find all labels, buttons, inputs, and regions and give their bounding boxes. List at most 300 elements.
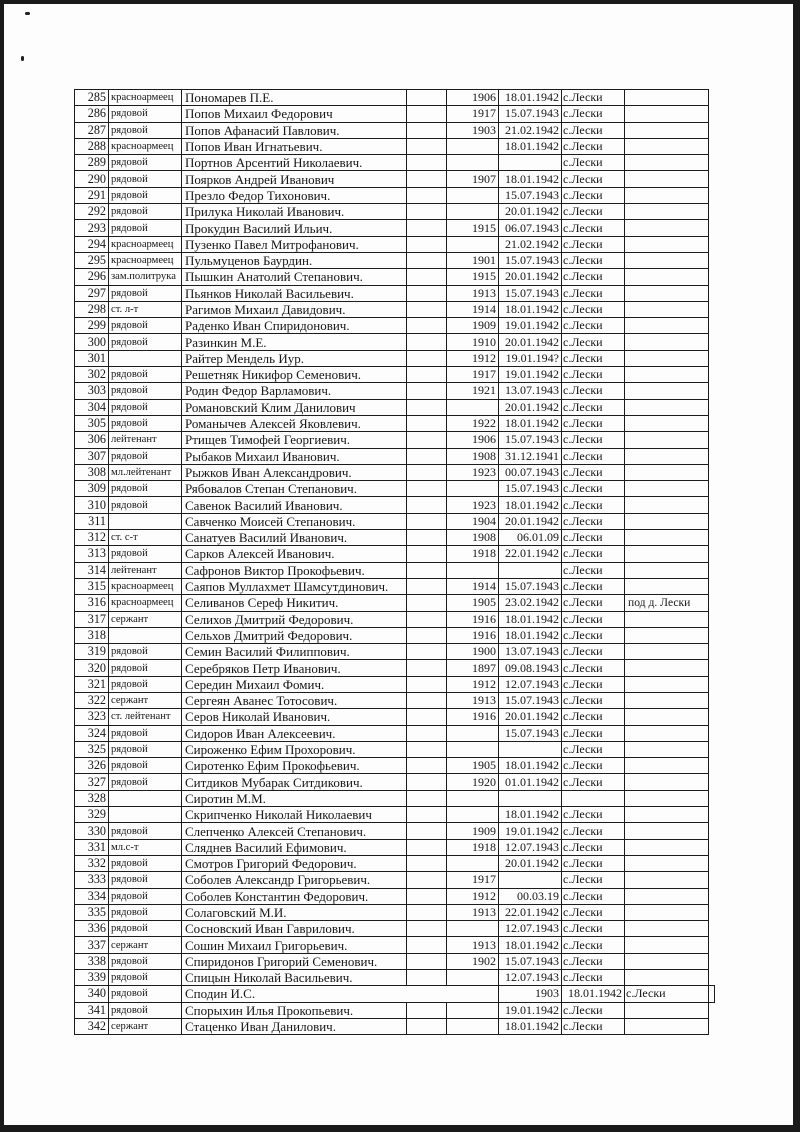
table-row <box>75 953 715 969</box>
birth-year-cell: 1905 <box>447 595 499 611</box>
name-cell: Райтер Мендель Иур. <box>182 350 407 366</box>
rank-cell: зам.политрука <box>109 269 182 285</box>
burial-place-cell: с.Лески <box>562 236 625 252</box>
burial-place-cell: с.Лески <box>562 497 625 513</box>
table-row <box>75 90 715 106</box>
death-date-cell <box>499 872 562 888</box>
burial-place-cell: с.Лески <box>562 758 625 774</box>
birth-year-cell <box>447 204 499 220</box>
note-cell <box>625 953 709 969</box>
note-cell <box>625 644 709 660</box>
row-number: 290 <box>75 171 109 187</box>
blank-cell <box>407 644 447 660</box>
table-row <box>75 252 715 268</box>
rank-cell: рядовой <box>109 676 182 692</box>
birth-year-cell: 1917 <box>447 367 499 383</box>
death-date-cell: 15.07.1943 <box>499 481 562 497</box>
death-date-cell: 20.01.1942 <box>499 334 562 350</box>
note-cell <box>625 937 709 953</box>
burial-place-cell: с.Лески <box>562 611 625 627</box>
name-cell: Серов Николай Иванович. <box>182 709 407 725</box>
row-number: 337 <box>75 937 109 953</box>
blank-cell <box>407 855 447 871</box>
death-date-cell: 12.07.1943 <box>499 970 562 986</box>
birth-year-cell: 1916 <box>447 627 499 643</box>
blank-cell <box>407 334 447 350</box>
blank-cell <box>407 187 447 203</box>
name-cell: Солаговский М.И. <box>182 904 407 920</box>
note-cell <box>625 187 709 203</box>
name-cell: Серебряков Петр Иванович. <box>182 660 407 676</box>
blank-cell <box>407 839 447 855</box>
rank-cell: рядовой <box>109 497 182 513</box>
blank-cell <box>407 790 447 806</box>
row-number: 287 <box>75 122 109 138</box>
birth-year-cell <box>447 855 499 871</box>
rank-cell: лейтенант <box>109 432 182 448</box>
blank-cell <box>407 709 447 725</box>
table-row <box>75 676 715 692</box>
name-cell: Стаценко Иван Данилович. <box>182 1018 407 1034</box>
burial-place-cell: с.Лески <box>562 937 625 953</box>
rank-cell <box>109 513 182 529</box>
birth-year-cell: 1913 <box>447 285 499 301</box>
rank-cell: рядовой <box>109 823 182 839</box>
name-cell: Ситдиков Мубарак Ситдикович. <box>182 774 407 790</box>
name-cell: Савенок Василий Иванович. <box>182 497 407 513</box>
death-date-cell: 13.07.1943 <box>499 383 562 399</box>
burial-place-cell: с.Лески <box>562 204 625 220</box>
name-cell: Савченко Моисей Степанович. <box>182 513 407 529</box>
row-number: 329 <box>75 807 109 823</box>
blank-cell <box>407 758 447 774</box>
burial-place-cell: с.Лески <box>562 415 625 431</box>
table-row <box>75 790 715 806</box>
name-cell: Скрипченко Николай Николаевич <box>182 807 407 823</box>
blank-cell <box>407 90 447 106</box>
rank-cell: сержант <box>109 937 182 953</box>
blank-cell <box>407 1018 447 1034</box>
birth-year-cell <box>447 741 499 757</box>
rank-cell: рядовой <box>109 318 182 334</box>
name-cell: Рагимов Михаил Давидович. <box>182 301 407 317</box>
note-cell <box>625 888 709 904</box>
burial-place-cell: с.Лески <box>562 709 625 725</box>
table-row <box>75 970 715 986</box>
birth-year-cell <box>447 970 499 986</box>
table-row <box>75 122 715 138</box>
name-cell: Поярков Андрей Иванович <box>182 171 407 187</box>
scan-speck <box>21 56 24 61</box>
note-cell <box>625 334 709 350</box>
table-row <box>75 432 715 448</box>
row-number: 313 <box>75 546 109 562</box>
rank-cell <box>109 790 182 806</box>
table-row <box>75 562 715 578</box>
row-number: 342 <box>75 1018 109 1034</box>
rank-cell: рядовой <box>109 546 182 562</box>
table-row <box>75 220 715 236</box>
note-cell <box>625 741 709 757</box>
burial-place-cell: с.Лески <box>562 187 625 203</box>
blank-cell <box>407 513 447 529</box>
rank-cell: красноармеец <box>109 90 182 106</box>
name-cell: Сиротин М.М. <box>182 790 407 806</box>
name-cell: Ртищев Тимофей Георгиевич. <box>182 432 407 448</box>
name-cell: Пономарев П.Е. <box>182 90 407 106</box>
burial-place-cell: с.Лески <box>562 692 625 708</box>
birth-year-cell: 1912 <box>447 888 499 904</box>
note-cell: под д. Лески <box>625 595 709 611</box>
name-cell: Попов Иван Игнатьевич. <box>182 138 407 154</box>
table-row <box>75 530 715 546</box>
note-cell <box>625 546 709 562</box>
row-number: 311 <box>75 513 109 529</box>
birth-year-cell: 1920 <box>447 774 499 790</box>
rank-cell: рядовой <box>109 970 182 986</box>
blank-cell <box>407 122 447 138</box>
note-cell <box>625 122 709 138</box>
rank-cell: ст. лейтенант <box>109 709 182 725</box>
blank-cell <box>407 627 447 643</box>
death-date-cell: 18.01.1942 <box>499 1018 562 1034</box>
death-date-cell: 15.07.1943 <box>499 252 562 268</box>
table-row <box>75 464 715 480</box>
table-row <box>75 399 715 415</box>
note-cell <box>625 367 709 383</box>
burial-place-cell: с.Лески <box>562 921 625 937</box>
table-row <box>75 350 715 366</box>
blank-cell <box>407 269 447 285</box>
blank-cell <box>407 252 447 268</box>
table-row <box>75 415 715 431</box>
birth-year-cell: 1923 <box>447 464 499 480</box>
birth-year-cell: 1914 <box>447 578 499 594</box>
note-cell <box>625 90 709 106</box>
burial-place-cell: с.Лески <box>562 367 625 383</box>
blank-cell <box>407 970 447 986</box>
note-cell <box>625 204 709 220</box>
name-cell: Пузенко Павел Митрофанович. <box>182 236 407 252</box>
burial-place-cell: с.Лески <box>562 823 625 839</box>
burial-place-cell: с.Лески <box>562 432 625 448</box>
death-date-cell: 18.01.1942 <box>499 171 562 187</box>
death-date-cell: 01.01.1942 <box>499 774 562 790</box>
table-row <box>75 595 715 611</box>
table-row <box>75 236 715 252</box>
birth-year-cell <box>447 1018 499 1034</box>
blank-cell <box>407 676 447 692</box>
note-cell <box>625 758 709 774</box>
name-cell: Романычев Алексей Яковлевич. <box>182 415 407 431</box>
burial-place-cell: с.Лески <box>562 513 625 529</box>
name-cell: Пьянков Николай Васильевич. <box>182 285 407 301</box>
birth-year-cell: 1917 <box>447 106 499 122</box>
row-number: 320 <box>75 660 109 676</box>
note-cell <box>625 921 709 937</box>
name-cell: Портнов Арсентий Николаевич. <box>182 155 407 171</box>
row-number: 327 <box>75 774 109 790</box>
name-cell: Санатуев Василий Иванович. <box>182 530 407 546</box>
note-cell <box>625 855 709 871</box>
row-number: 332 <box>75 855 109 871</box>
note-cell <box>625 252 709 268</box>
birth-year-cell <box>447 481 499 497</box>
rank-cell: рядовой <box>109 888 182 904</box>
birth-year-cell: 1913 <box>447 904 499 920</box>
row-number: 324 <box>75 725 109 741</box>
table-row <box>75 171 715 187</box>
death-date-cell: 20.01.1942 <box>499 513 562 529</box>
burial-place-cell: с.Лески <box>562 138 625 154</box>
row-number: 296 <box>75 269 109 285</box>
row-number: 330 <box>75 823 109 839</box>
burial-place-cell: с.Лески <box>562 904 625 920</box>
blank-cell <box>407 236 447 252</box>
note-cell <box>625 301 709 317</box>
blank-cell <box>407 318 447 334</box>
table-row <box>75 758 715 774</box>
burial-place-cell: с.Лески <box>562 464 625 480</box>
note-cell <box>625 676 709 692</box>
note-cell <box>625 1002 709 1018</box>
row-number: 338 <box>75 953 109 969</box>
burial-place-cell: с.Лески <box>562 220 625 236</box>
note-cell <box>625 220 709 236</box>
row-number: 288 <box>75 138 109 154</box>
table-row <box>75 823 715 839</box>
burial-place-cell: с.Лески <box>562 399 625 415</box>
rank-cell: рядовой <box>109 904 182 920</box>
note-cell <box>709 986 715 1002</box>
table-row <box>75 725 715 741</box>
table-row <box>75 187 715 203</box>
death-date-cell: 20.01.1942 <box>499 204 562 220</box>
rank-cell <box>109 350 182 366</box>
death-date-cell: 22.01.1942 <box>499 546 562 562</box>
name-cell: Рыжков Иван Александрович. <box>182 464 407 480</box>
row-number: 333 <box>75 872 109 888</box>
rank-cell <box>109 807 182 823</box>
rank-cell: рядовой <box>109 122 182 138</box>
blank-cell <box>407 578 447 594</box>
name-cell: Сиротенко Ефим Прокофьевич. <box>182 758 407 774</box>
note-cell <box>625 138 709 154</box>
burial-place-cell: с.Лески <box>562 546 625 562</box>
blank-cell <box>407 611 447 627</box>
note-cell <box>625 399 709 415</box>
row-number: 319 <box>75 644 109 660</box>
death-date-cell: 18.01.1942 <box>499 937 562 953</box>
rank-cell: рядовой <box>109 921 182 937</box>
birth-year-cell <box>447 725 499 741</box>
name-cell: Сошин Михаил Григорьевич. <box>182 937 407 953</box>
row-number: 297 <box>75 285 109 301</box>
burial-place-cell: с.Лески <box>562 839 625 855</box>
burial-place-cell: с.Лески <box>562 350 625 366</box>
note-cell <box>625 823 709 839</box>
note-cell <box>625 236 709 252</box>
burial-place-cell: с.Лески <box>562 269 625 285</box>
name-cell: Прокудин Василий Ильич. <box>182 220 407 236</box>
rank-cell: рядовой <box>109 1002 182 1018</box>
rank-cell: рядовой <box>109 448 182 464</box>
note-cell <box>625 578 709 594</box>
death-date-cell <box>499 562 562 578</box>
blank-cell <box>407 464 447 480</box>
rank-cell: рядовой <box>109 415 182 431</box>
table-row <box>75 106 715 122</box>
row-number: 325 <box>75 741 109 757</box>
name-cell: Сподин И.С. <box>182 986 499 1002</box>
row-number: 305 <box>75 415 109 431</box>
death-date-cell: 22.01.1942 <box>499 904 562 920</box>
death-date-cell: 00.03.19 <box>499 888 562 904</box>
rank-cell: рядовой <box>109 644 182 660</box>
table-row <box>75 513 715 529</box>
birth-year-cell: 1908 <box>447 448 499 464</box>
birth-year-cell: 1905 <box>447 758 499 774</box>
rank-cell: рядовой <box>109 367 182 383</box>
table-row <box>75 318 715 334</box>
death-date-cell: 18.01.1942 <box>499 627 562 643</box>
rank-cell: рядовой <box>109 187 182 203</box>
birth-year-cell <box>447 562 499 578</box>
burial-place-cell: с.Лески <box>562 318 625 334</box>
rank-cell: рядовой <box>109 204 182 220</box>
note-cell <box>625 1018 709 1034</box>
note-cell <box>625 155 709 171</box>
rank-cell: рядовой <box>109 855 182 871</box>
note-cell <box>625 350 709 366</box>
blank-cell <box>407 774 447 790</box>
birth-year-cell: 1909 <box>447 318 499 334</box>
table-row <box>75 904 715 920</box>
burial-place-cell: с.Лески <box>562 1018 625 1034</box>
table-row <box>75 807 715 823</box>
row-number: 294 <box>75 236 109 252</box>
blank-cell <box>407 399 447 415</box>
death-date-cell <box>499 741 562 757</box>
death-date-cell: 20.01.1942 <box>499 399 562 415</box>
table-row <box>75 888 715 904</box>
death-date-cell: 19.01.1942 <box>499 318 562 334</box>
row-number: 293 <box>75 220 109 236</box>
burial-place-cell: с.Лески <box>562 872 625 888</box>
blank-cell <box>407 823 447 839</box>
blank-cell <box>407 660 447 676</box>
blank-cell <box>407 546 447 562</box>
rank-cell: рядовой <box>109 106 182 122</box>
death-date-cell: 21.02.1942 <box>499 122 562 138</box>
burial-place-cell: с.Лески <box>562 106 625 122</box>
blank-cell <box>407 350 447 366</box>
death-date-cell: 06.07.1943 <box>499 220 562 236</box>
rank-cell: рядовой <box>109 774 182 790</box>
burial-place-cell: с.Лески <box>562 855 625 871</box>
name-cell: Пышкин Анатолий Степанович. <box>182 269 407 285</box>
burial-place-cell: с.Лески <box>562 285 625 301</box>
burial-place-cell: с.Лески <box>625 986 709 1002</box>
death-date-cell: 06.01.09 <box>499 530 562 546</box>
name-cell: Сарков Алексей Иванович. <box>182 546 407 562</box>
burial-place-cell: с.Лески <box>562 578 625 594</box>
name-cell: Сергеян Аванес Тотосович. <box>182 692 407 708</box>
row-number: 289 <box>75 155 109 171</box>
rank-cell: рядовой <box>109 758 182 774</box>
burial-place-cell: с.Лески <box>562 660 625 676</box>
table-row <box>75 155 715 171</box>
death-date-cell: 19.01.1942 <box>499 367 562 383</box>
birth-year-cell: 1916 <box>447 611 499 627</box>
birth-year-cell: 1916 <box>447 709 499 725</box>
name-cell: Раденко Иван Спиридонович. <box>182 318 407 334</box>
burial-place-cell: с.Лески <box>562 676 625 692</box>
note-cell <box>625 269 709 285</box>
row-number: 306 <box>75 432 109 448</box>
death-date-cell: 18.01.1942 <box>499 301 562 317</box>
rank-cell: рядовой <box>109 334 182 350</box>
burial-place-cell: с.Лески <box>562 448 625 464</box>
row-number: 326 <box>75 758 109 774</box>
burial-place-cell: с.Лески <box>562 1002 625 1018</box>
birth-year-cell: 1912 <box>447 350 499 366</box>
birth-year-cell: 1903 <box>447 122 499 138</box>
rank-cell: рядовой <box>109 725 182 741</box>
death-date-cell: 12.07.1943 <box>499 676 562 692</box>
rank-cell: мл.с-т <box>109 839 182 855</box>
birth-year-cell: 1914 <box>447 301 499 317</box>
note-cell <box>625 611 709 627</box>
table-row <box>75 383 715 399</box>
blank-cell <box>407 497 447 513</box>
row-number: 314 <box>75 562 109 578</box>
birth-year-cell: 1901 <box>447 252 499 268</box>
birth-year-cell: 1903 <box>499 986 562 1002</box>
blank-cell <box>407 807 447 823</box>
rank-cell: красноармеец <box>109 595 182 611</box>
birth-year-cell: 1915 <box>447 220 499 236</box>
birth-year-cell: 1917 <box>447 872 499 888</box>
note-cell <box>625 415 709 431</box>
note-cell <box>625 383 709 399</box>
death-date-cell: 18.01.1942 <box>562 986 625 1002</box>
birth-year-cell <box>447 236 499 252</box>
name-cell: Сельхов Дмитрий Федорович. <box>182 627 407 643</box>
table-row <box>75 578 715 594</box>
name-cell: Пульмуценов Баурдин. <box>182 252 407 268</box>
death-date-cell: 15.07.1943 <box>499 432 562 448</box>
birth-year-cell: 1923 <box>447 497 499 513</box>
row-number: 298 <box>75 301 109 317</box>
death-date-cell: 13.07.1943 <box>499 644 562 660</box>
death-date-cell: 15.07.1943 <box>499 692 562 708</box>
death-date-cell: 18.01.1942 <box>499 497 562 513</box>
name-cell: Решетняк Никифор Семенович. <box>182 367 407 383</box>
death-date-cell: 31.12.1941 <box>499 448 562 464</box>
burial-place-cell: с.Лески <box>562 741 625 757</box>
note-cell <box>625 872 709 888</box>
name-cell: Сидоров Иван Алексеевич. <box>182 725 407 741</box>
blank-cell <box>407 725 447 741</box>
row-number: 291 <box>75 187 109 203</box>
row-number: 340 <box>75 986 109 1002</box>
blank-cell <box>407 383 447 399</box>
rank-cell: рядовой <box>109 741 182 757</box>
birth-year-cell: 1906 <box>447 90 499 106</box>
table-row <box>75 285 715 301</box>
rank-cell: рядовой <box>109 986 182 1002</box>
